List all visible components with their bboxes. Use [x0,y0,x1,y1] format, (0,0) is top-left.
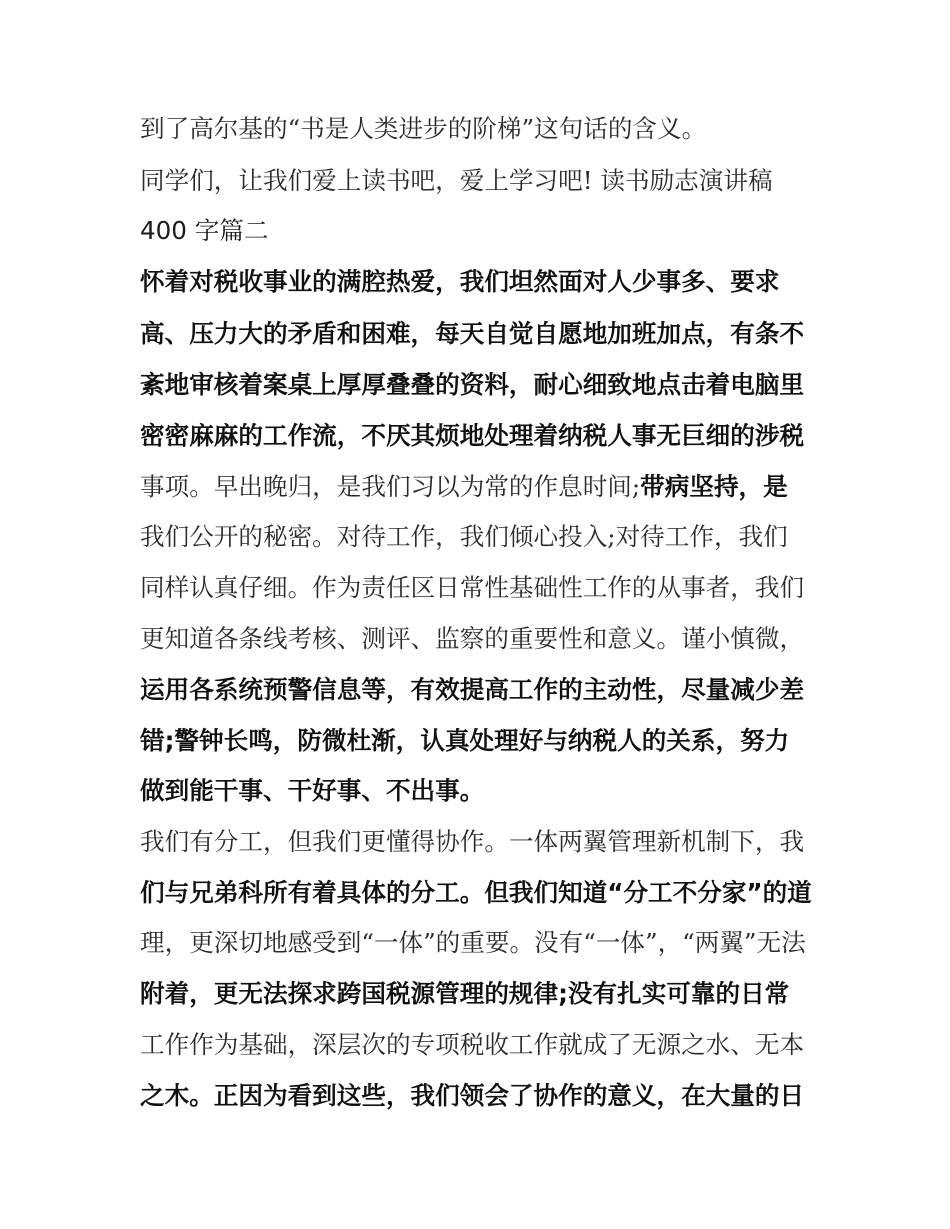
text-segment: 附着，更无法探求跨国税源管理的规律;没有扎实可靠的日常 [140,979,790,1008]
text-segment: 我们公开的秘密。对待工作，我们倾心投入;对待工作，我们 [140,522,788,551]
text-segment: 理，更深切地感受到“一体”的重要。没有“一体”，“两翼”无法 [140,928,806,957]
text-segment: 们与兄弟科所有着具体的分工。但我们知道“分工不分家”的道 [140,878,812,907]
text-segment: 紊地审核着案桌上厚厚叠叠的资料，耐心细致地点击着电脑里 [140,370,805,399]
text-line-11 [140,622,820,656]
text-line-14 [140,774,820,808]
text-line-18 [140,977,820,1011]
text-line-13 [140,724,820,758]
text-segment: 密密麻麻的工作流，不厌其烦地处理着纳税人事无巨细的涉税 [140,421,805,450]
text-line-2 [140,164,820,198]
text-line-9 [140,520,820,554]
text-line-7 [140,419,820,453]
text-line-16 [140,876,820,910]
text-line-3 [140,214,820,248]
text-line-8 [140,470,820,505]
text-segment: 事项。早出晚归，是我们习以为常的作息时间; [140,472,641,501]
text-line-6 [140,368,820,402]
text-segment: 高、压力大的矛盾和困难，每天自觉自愿地加班加点，有条不 [140,319,805,348]
text-segment: 之木。正因为看到这些，我们领会了协作的意义，在大量的日 [140,1081,805,1110]
text-segment: 同样认真仔细。作为责任区日常性基础性工作的从事者，我们 [140,573,805,602]
text-line-15 [140,825,820,859]
text-line-19 [140,1028,820,1062]
text-line-20 [140,1079,820,1113]
text-line-10 [140,571,820,605]
text-segment: 带病坚持，是 [640,472,788,501]
text-segment: 做到能干事、干好事、不出事。 [140,776,485,805]
text-segment: 工作作为基础，深层次的专项税收工作就成了无源之水、无本 [140,1030,805,1059]
text-segment: 我们有分工，但我们更懂得协作。一体两翼管理新机制下，我 [140,827,805,856]
text-segment: 同学们，让我们爱上读书吧，爱上学习吧! 读书励志演讲稿 [140,166,773,195]
text-segment: 错;警钟长鸣，防微杜渐，认真处理好与纳税人的关系，努力 [140,726,790,755]
text-line-1 [140,112,820,146]
text-segment: 400 字篇二 [140,216,269,245]
text-segment: 到了高尔基的“书是人类进步的阶梯”这句话的含义。 [140,114,707,143]
text-line-4 [140,265,820,299]
text-segment: 怀着对税收事业的满腔热爱，我们坦然面对人少事多、要求 [140,267,780,296]
text-line-17 [140,926,820,960]
text-segment: 更知道各条线考核、测评、监察的重要性和意义。谨小慎微， [140,624,805,653]
text-segment: 运用各系统预警信息等，有效提高工作的主动性，尽量减少差 [140,675,805,704]
text-line-5 [140,317,820,351]
text-line-12 [140,673,820,707]
